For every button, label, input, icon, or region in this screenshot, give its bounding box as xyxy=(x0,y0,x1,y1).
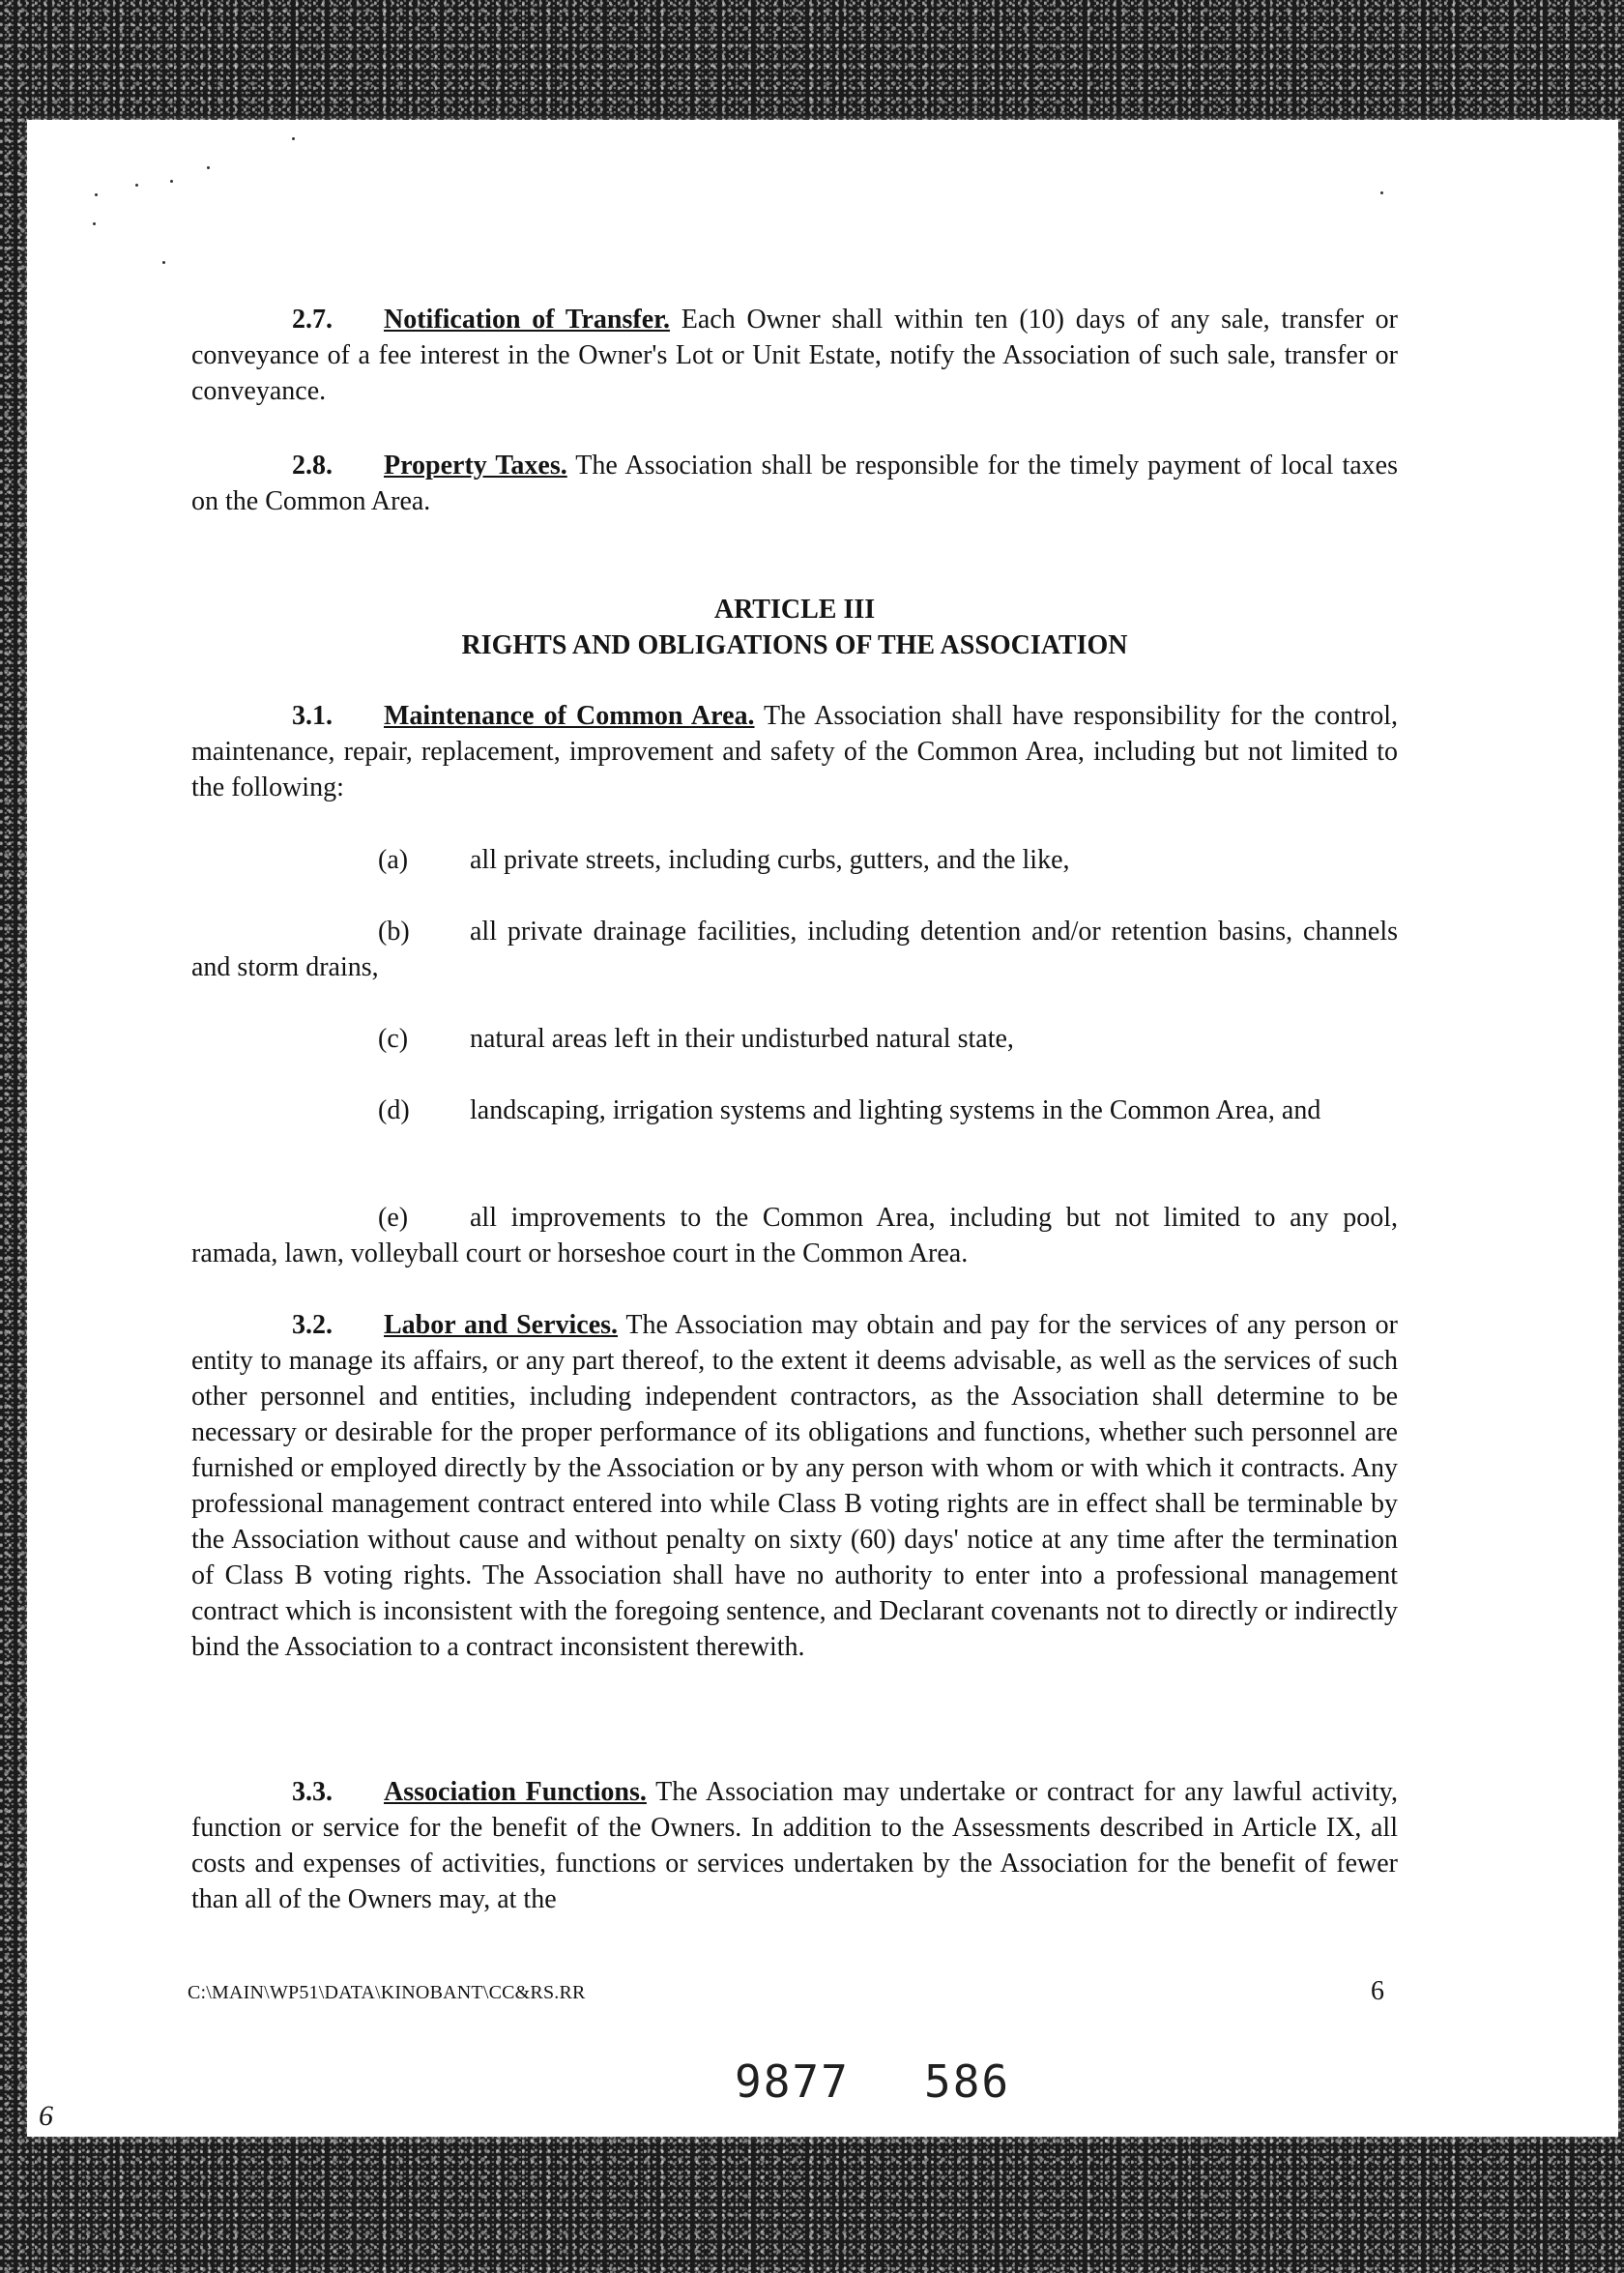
section-title: Association Functions. xyxy=(384,1777,647,1807)
scan-speck xyxy=(162,261,165,264)
file-path-footer: C:\MAIN\WP51\DATA\KINOBANT\CC&RS.RR xyxy=(188,1982,586,2003)
section-body: The Association shall have responsibility for the control, maintenance, repair, replacement, improvement and safety of the Common Area, including but not limited to the following: xyxy=(191,701,1398,802)
section-body: Each Owner shall within ten (10) days of any sale, transfer or conveyance of a fee interest in the Owner's Lot or Unit Estate, notify the Association of such sale, transfer or conveyance. xyxy=(191,305,1399,406)
section-title: Labor and Services. xyxy=(384,1310,619,1340)
list-item-label: (c) xyxy=(378,1024,409,1054)
record-book-number: 9877 xyxy=(735,2055,850,2108)
section-number: 2.7. xyxy=(292,305,333,335)
scan-speck xyxy=(292,137,295,140)
scan-speck xyxy=(135,184,138,187)
section-2-8 xyxy=(191,448,1398,519)
record-page-number: 586 xyxy=(924,2055,1011,2108)
section-3-1 xyxy=(191,698,1398,805)
section-body: The Association may undertake or contract for any lawful activity, function or service for the benefit of the Owners. In addition to the Assessments described in Article IX, all costs and expenses of activities, functions or services undertaken by the Association for the benefit of fewer than all of the Owners may, at the xyxy=(191,1777,1398,1914)
list-item-text: all private drainage facilities, including detention and/or retention basins, channels and storm drains, xyxy=(191,917,1398,982)
list-item-label: (e) xyxy=(378,1203,409,1233)
section-number: 3.3. xyxy=(292,1777,333,1807)
list-item-d xyxy=(191,1093,1398,1128)
scan-speck xyxy=(93,222,96,225)
section-3-2 xyxy=(191,1307,1398,1665)
list-item-e xyxy=(191,1200,1398,1271)
list-item-text: all improvements to the Common Area, including but not limited to any pool, ramada, lawn, volleyball court or horseshoe court in the Common Area. xyxy=(191,1203,1398,1268)
scan-speck xyxy=(207,166,210,169)
section-number: 2.8. xyxy=(292,451,333,481)
section-2-7 xyxy=(191,302,1398,409)
handwritten-corner-mark: 6 xyxy=(39,2100,53,2132)
article-label: ARTICLE III xyxy=(713,595,876,625)
scan-speck xyxy=(95,193,98,196)
scan-speck xyxy=(170,180,173,183)
scan-speck xyxy=(1380,191,1383,194)
list-item-b xyxy=(191,914,1398,985)
section-title: Maintenance of Common Area. xyxy=(384,701,755,731)
section-title: Property Taxes. xyxy=(384,451,567,481)
list-item-c xyxy=(191,1021,1398,1057)
list-item-text: natural areas left in their undisturbed natural state, xyxy=(470,1024,1014,1054)
section-3-3 xyxy=(191,1774,1398,1917)
list-item-text: all private streets, including curbs, gutters, and the like, xyxy=(470,845,1070,875)
article-title: RIGHTS AND OBLIGATIONS OF THE ASSOCIATION xyxy=(461,630,1128,660)
list-item-a xyxy=(191,842,1398,878)
section-body: The Association may obtain and pay for the services of any person or entity to manage its affairs, or any part thereof, to the extent it deems advisable, as well as the services of such other personnel and entities, including independent contractors, as the Association shall determine to be necessary or desirable for the proper performance of its obligations and functions, whether such personnel are furnished or employed directly by the Association or by any person with whom or with which it contracts. Any professional management contract entered into while Class B voting rights are in effect shall be terminable by the Association without cause and without penalty on sixty (60) days' notice at any time after the termination of Class B voting rights. The Association shall have no authority to enter into a professional management contract which is inconsistent with the foregoing sentence, and Declarant covenants not to directly or indirectly bind the Association to a contract inconsistent therewith. xyxy=(191,1310,1398,1662)
list-item-text: landscaping, irrigation systems and lighting systems in the Common Area, and xyxy=(470,1095,1321,1125)
list-item-label: (d) xyxy=(378,1095,410,1125)
list-item-label: (a) xyxy=(378,845,409,875)
section-number: 3.1. xyxy=(292,701,333,731)
section-number: 3.2. xyxy=(292,1310,333,1340)
list-item-label: (b) xyxy=(378,917,410,947)
section-title: Notification of Transfer. xyxy=(384,305,670,335)
section-body: The Association shall be responsible for the timely payment of local taxes on the Common Area. xyxy=(191,451,1398,516)
page-number: 6 xyxy=(1371,1976,1384,2006)
